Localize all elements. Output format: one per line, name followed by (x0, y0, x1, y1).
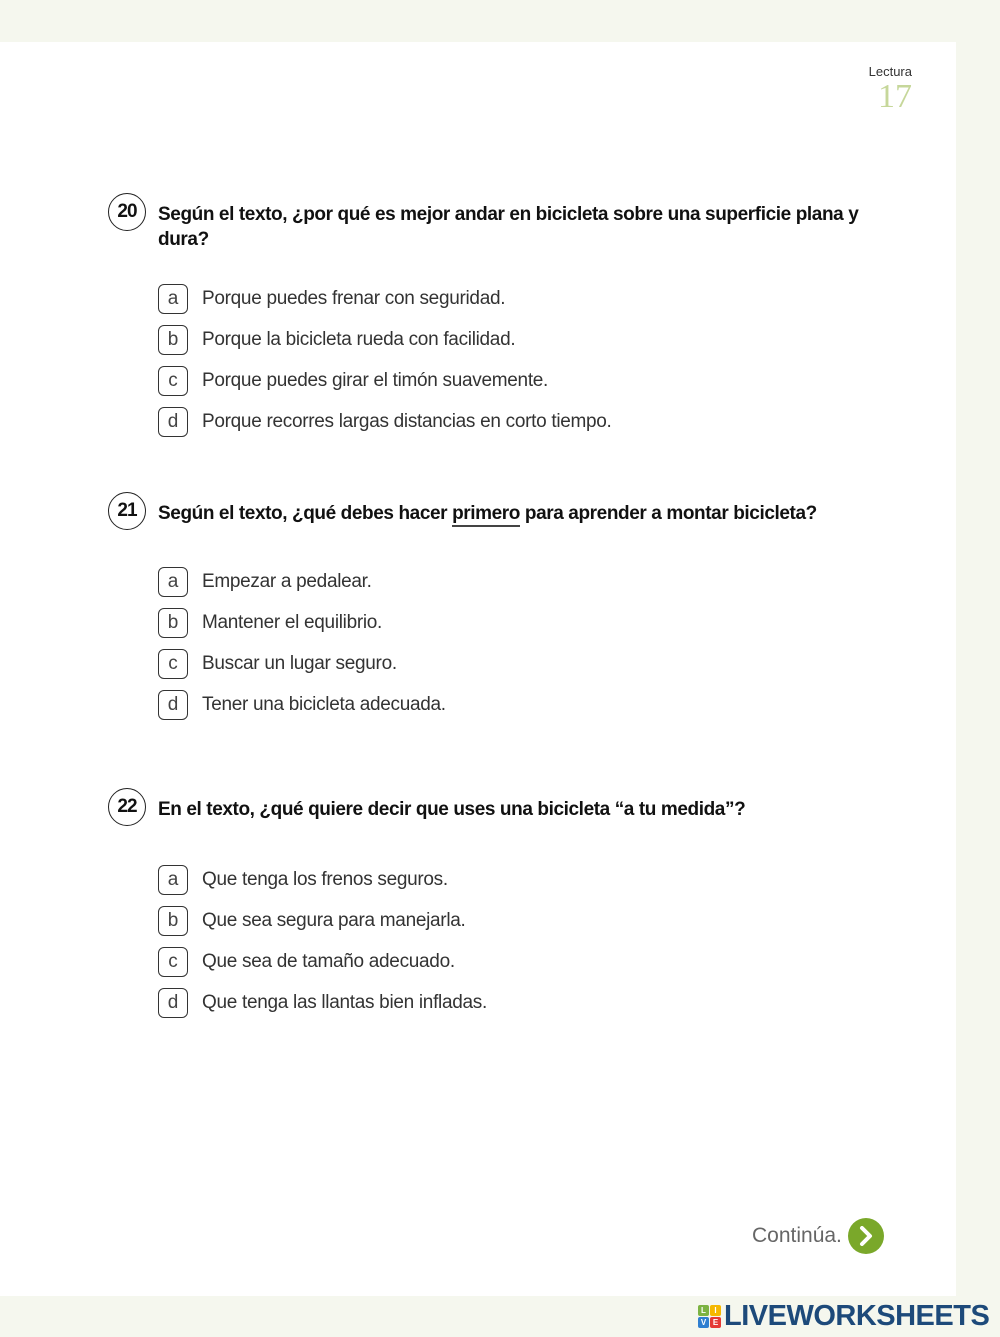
worksheet-page (0, 42, 956, 1296)
logo-tile: E (710, 1317, 721, 1328)
option-text: Porque puedes frenar con seguridad. (202, 287, 506, 309)
option-text: Que sea segura para manejarla. (202, 909, 466, 931)
option-text: Que tenga los frenos seguros. (202, 868, 448, 890)
option-a[interactable] (158, 278, 898, 319)
option-a[interactable] (158, 561, 898, 602)
page-header (868, 64, 912, 115)
option-b[interactable] (158, 602, 898, 643)
option-c[interactable] (158, 360, 898, 401)
option-c[interactable] (158, 941, 898, 982)
option-text: Porque puedes girar el timón suavemente. (202, 369, 549, 391)
option-checkbox[interactable]: a (158, 865, 188, 895)
option-d[interactable] (158, 684, 898, 725)
continue-button[interactable] (848, 1218, 884, 1254)
option-text: Porque la bicicleta rueda con facilidad. (202, 328, 516, 350)
question-21 (108, 501, 898, 725)
question-text: Según el texto, ¿por qué es mejor andar en bicicleta sobre una superficie plana y dura? (158, 204, 859, 250)
option-text: Empezar a pedalear. (202, 570, 372, 592)
question-20 (108, 202, 898, 442)
chevron-right-icon (857, 1226, 875, 1246)
question-text (158, 501, 898, 526)
option-text: Buscar un lugar seguro. (202, 652, 397, 674)
option-checkbox[interactable]: c (158, 947, 188, 977)
option-checkbox[interactable]: b (158, 325, 188, 355)
option-checkbox[interactable]: a (158, 284, 188, 314)
logo-tile: L (698, 1305, 709, 1316)
option-a[interactable] (158, 859, 898, 900)
option-checkbox[interactable]: c (158, 366, 188, 396)
options-list (108, 859, 898, 1023)
question-22 (108, 797, 898, 1023)
options-list (108, 278, 898, 442)
option-text: Que sea de tamaño adecuado. (202, 950, 455, 972)
option-text: Que tenga las llantas bien infladas. (202, 991, 487, 1013)
page-number: 17 (878, 78, 912, 115)
option-text: Porque recorres largas distancias en corto tiempo. (202, 410, 612, 432)
option-d[interactable] (158, 982, 898, 1023)
liveworksheets-footer (698, 1300, 989, 1333)
question-number-badge: 22 (108, 788, 146, 826)
option-text: Tener una bicicleta adecuada. (202, 693, 446, 715)
question-text: En el texto, ¿qué quiere decir que uses una bicicleta “a tu medida”? (158, 799, 746, 820)
option-d[interactable] (158, 401, 898, 442)
section-label: Lectura (868, 64, 912, 79)
option-b[interactable] (158, 900, 898, 941)
brand-name: LIVEWORKSHEETS (724, 1300, 990, 1332)
liveworksheets-logo-icon (698, 1305, 721, 1328)
option-checkbox[interactable]: d (158, 407, 188, 437)
continue-label: Continúa. (752, 1224, 842, 1247)
question-number-badge: 21 (108, 492, 146, 530)
logo-tile: V (698, 1317, 709, 1328)
underlined-keyword: primero (452, 503, 520, 527)
option-checkbox[interactable]: d (158, 690, 188, 720)
option-checkbox[interactable]: d (158, 988, 188, 1018)
option-checkbox[interactable]: c (158, 649, 188, 679)
logo-tile: I (710, 1305, 721, 1316)
option-checkbox[interactable]: b (158, 906, 188, 936)
options-list (108, 561, 898, 725)
option-checkbox[interactable]: a (158, 567, 188, 597)
question-text-end: para aprender a montar bicicleta? (520, 503, 817, 524)
option-checkbox[interactable]: b (158, 608, 188, 638)
option-text: Mantener el equilibrio. (202, 611, 383, 633)
option-b[interactable] (158, 319, 898, 360)
question-text-start: Según el texto, ¿qué debes hacer (158, 503, 453, 524)
continue-prompt (752, 1218, 884, 1254)
option-c[interactable] (158, 643, 898, 684)
question-number-badge: 20 (108, 193, 146, 231)
